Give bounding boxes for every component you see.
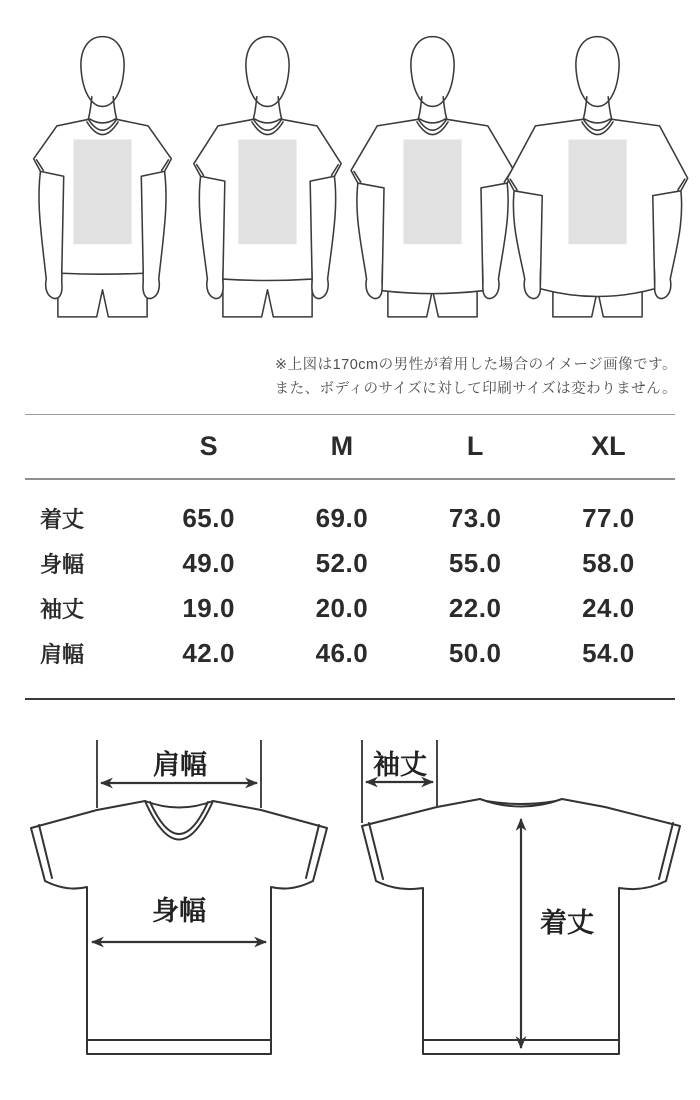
sleeve-length-label: 袖丈	[373, 750, 427, 780]
print-area	[238, 139, 296, 244]
cell-value: 42.0	[182, 638, 235, 668]
cell-value: 22.0	[448, 593, 502, 623]
head	[246, 37, 289, 107]
fit-figure-size-xl	[515, 25, 680, 345]
cell-value: 46.0	[315, 638, 369, 668]
table-row-body-width	[25, 541, 675, 586]
body-length-label: 着丈	[540, 908, 594, 938]
front-measurement-diagram	[15, 720, 345, 1100]
row-label: 着丈	[40, 507, 85, 532]
cell-value: 49.0	[182, 548, 235, 578]
body-width-label: 身幅	[152, 896, 206, 926]
head	[576, 37, 619, 107]
size-header-s: S	[199, 431, 218, 461]
cell-value: 19.0	[182, 593, 235, 623]
fit-figure-size-s	[20, 25, 185, 345]
row-label: 袖丈	[40, 597, 85, 622]
fit-figure-size-m	[185, 25, 350, 345]
cell-value: 77.0	[582, 503, 635, 533]
cell-value: 20.0	[315, 593, 369, 623]
fit-illustration-row	[0, 25, 700, 350]
note-line-2: また、ボディのサイズに対して印刷サイズは変わりません。	[274, 381, 677, 397]
head	[81, 37, 124, 107]
cell-value: 55.0	[448, 548, 502, 578]
cell-value: 50.0	[448, 638, 502, 668]
disclaimer-note	[275, 353, 677, 401]
cell-value: 65.0	[182, 503, 235, 533]
shoulder-width-label: 肩幅	[153, 750, 207, 780]
shoulder-width-measure	[97, 740, 261, 808]
cell-value: 52.0	[315, 548, 369, 578]
cell-value: 58.0	[582, 548, 635, 578]
print-area	[568, 139, 626, 244]
fit-figure-size-l	[350, 25, 515, 345]
size-header-xl: XL	[591, 431, 626, 461]
table-row-sleeve-length	[25, 586, 675, 631]
back-measurement-diagram	[350, 720, 680, 1100]
table-row-body-length	[25, 496, 675, 541]
size-table-body	[25, 480, 675, 698]
tshirt-front-outline	[31, 801, 327, 1054]
row-label: 身幅	[40, 552, 85, 577]
cell-value: 73.0	[448, 503, 502, 533]
size-header-l: L	[466, 431, 484, 461]
size-header-m: M	[330, 431, 354, 461]
size-table	[25, 414, 675, 700]
print-area	[403, 139, 461, 244]
row-label: 肩幅	[40, 642, 85, 667]
note-line-1: ※上図は170cmの男性が着用した場合のイメージ画像です。	[274, 357, 677, 373]
head	[411, 37, 454, 107]
cell-value: 54.0	[582, 638, 635, 668]
cell-value: 69.0	[315, 503, 369, 533]
print-area	[73, 139, 131, 244]
size-table-header-row	[25, 415, 675, 480]
cell-value: 24.0	[582, 593, 635, 623]
table-row-shoulder-width	[25, 631, 675, 676]
